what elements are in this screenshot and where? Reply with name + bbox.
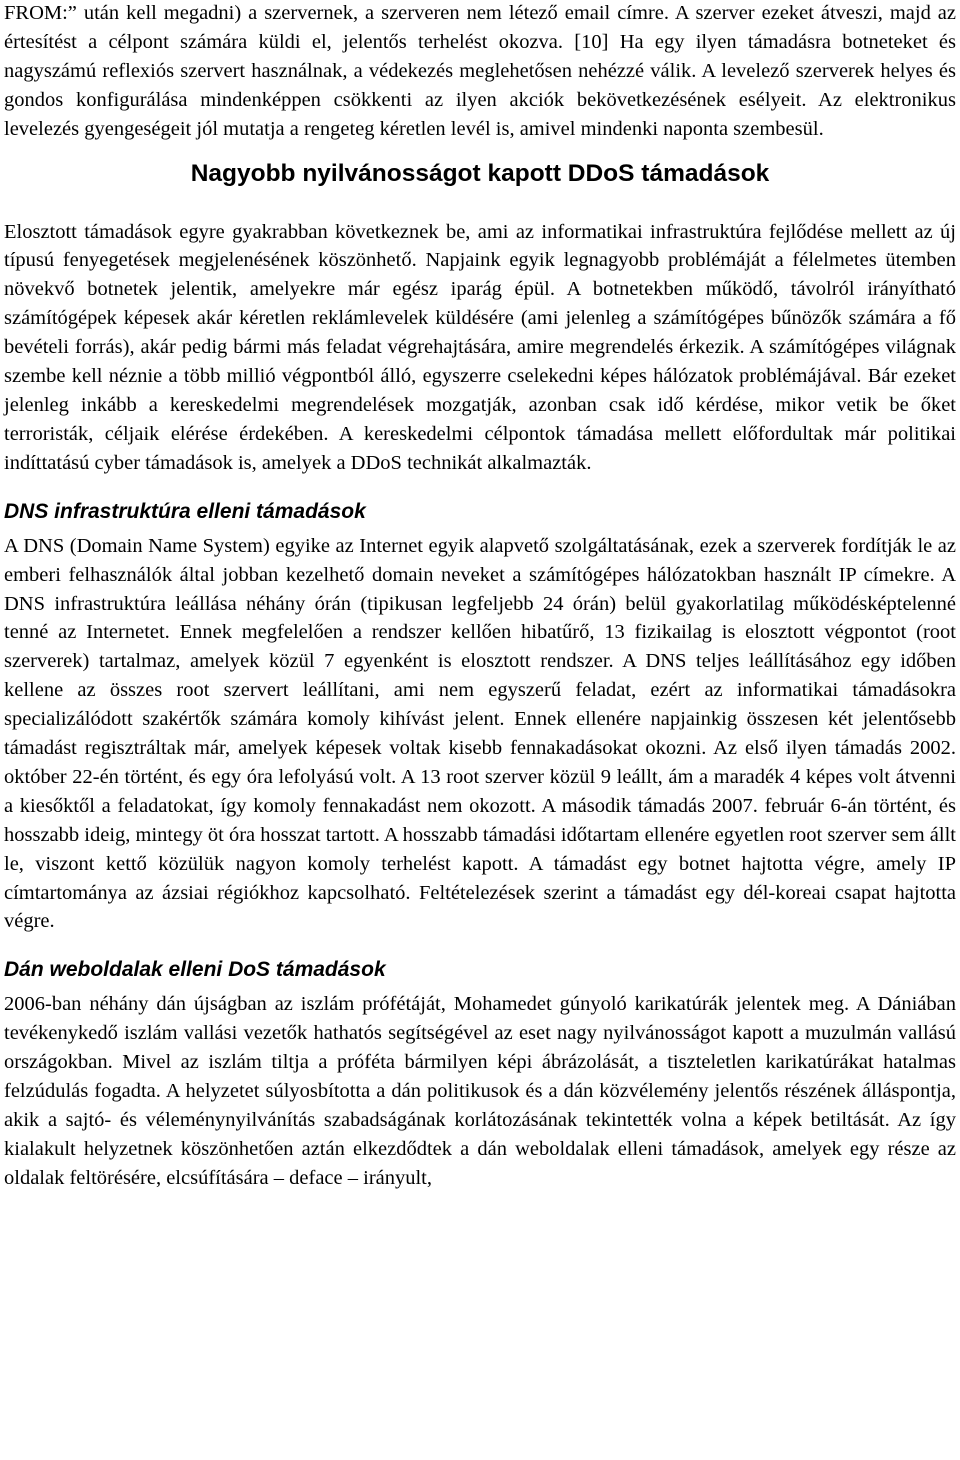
- ddos-section-heading: Nagyobb nyilvánosságot kapott DDoS támadások: [190, 159, 770, 187]
- ddos-section-paragraph: Elosztott támadások egyre gyakrabban következnek be, ami az informatikai infrastruktúra fejlődése mellett az új típusú fenyegetések megjelenésének köszönhető. Napjaink egyik legnagyobb problémáját a félelmetes ütemben növekvő botnetek jelentik, amelyekre már egész iparág épül. A botnetekben működő, távolról irányítható számítógépek képesek akár kéretlen reklámlevelek küldésére (ami jelenleg a számítógépes bűnözők számára a fő bevételi forrás), akár pedig bármi más feladat végrehajtására, amire megrendelés érkezik. A számítógépes világnak szembe kell néznie a több millió végpontból álló, egyszerre cselekedni képes hálózatok problémájával. Bár ezeket jelenleg inkább a kereskedelmi megrendelések mozgatják, azonban csak idő kérdése, mikor vetik be őket terroristák, céljaik elérése érdekében. A kereskedelmi célpontok támadása mellett előfordultak már politikai indíttatású cyber támadások is, amelyek a DDoS technikát alkalmazták.: [4, 220, 956, 474]
- intro-paragraph: FROM:” után kell megadni) a szervernek, a szerveren nem létező email címre. A szerver ezeket átveszi, majd az értesítést a célpont számára küldi el, jelentős terhelést okozva. [10] Ha egy ilyen támadásra botneteket és nagyszámú reflexiós szervert használnak, a védekezés meglehetősen nehézzé válik. A levelező szerverek helyes és gondos konfigurálása mindenképpen csökkenti az ilyen akciók bekövetkezésének esélyeit. Az elektronikus levelezés gyengeségeit jól mutatja a rengeteg kéretlen levél is, amivel mindenki naponta szembesül.: [4, 2, 956, 140]
- dns-section-heading: DNS infrastruktúra elleni támadások: [4, 499, 366, 523]
- document-page: [4, 0, 956, 1193]
- danish-section-heading: Dán weboldalak elleni DoS támadások: [4, 958, 386, 982]
- danish-section-paragraph: 2006-ban néhány dán újságban az iszlám prófétáját, Mohamedet gúnyoló karikatúrák jelentek meg. A Dániában tevékenykedő iszlám vallási vezetők hathatós segítségével az eset nagy nyilvánosságot kapott a muzulmán vallású országokban. Mivel az iszlám tiltja a próféta bármilyen képi ábrázolását, a tiszteletlen karikatúrákat hatalmas felzúdulás fogadta. A helyzetet súlyosbította a dán politikusok és a dán közvélemény jelentős részének álláspontja, akik a sajtó- és véleménynyilvánítás szabadságának korlátozásának tekintették volna a képek betiltását. Az így kialakult helyzetnek köszönhetően aztán elkezdődtek a dán weboldalak elleni támadások, amelyek egy része az oldalak feltörésére, elcsúfítására – deface – irányult,: [4, 993, 956, 1189]
- dns-section-paragraph: A DNS (Domain Name System) egyike az Internet egyik alapvető szolgáltatásának, ezek a szerverek fordítják le az emberi felhasználók által jobban kezelhető domain neveket a számítógépes hálózatokban használt IP címekre. A DNS infrastruktúra leállása néhány órán (tipikusan legfeljebb 24 órán) belül gyakorlatilag működésképtelenné tenné az Internetet. Ennek megfelelően a rendszer kellően hibatűrő, 13 fizikailag is elosztott végpontot (root szerverek) tartalmaz, amelyek közül 7 egyenként is elosztott rendszer. A DNS teljes leállításához egy időben kellene az összes root szervert leállítani, ami nem egyszerű feladat, ezért az informatikai támadásokra specializálódott szakértők számára komoly kihívást jelent. Ennek ellenére napjainkig összesen két jelentősebb támadást regisztráltak már, amelyek képesek voltak kisebb fennakadásokat okozni. Az első ilyen támadás 2002. október 22-én történt, és egy óra lefolyású volt. A 13 root szerver közül 9 leállt, ám a maradék 4 képes volt átvenni a kiesőktől a feladatokat, így komoly fennakadást nem okozott. A második támadás 2007. február 6-án történt, és hosszabb ideig, mintegy öt óra hosszat tartott. A hosszabb támadási időtartam ellenére egyetlen root szerver sem állt le, viszont kettő közülük nagyon komoly terhelést kapott. A támadást egy botnet hajtotta végre, amely IP címtartománya az ázsiai régiókhoz kapcsolható. Feltételezések szerint a támadást egy dél-koreai csapat hajtotta végre.: [4, 534, 956, 933]
